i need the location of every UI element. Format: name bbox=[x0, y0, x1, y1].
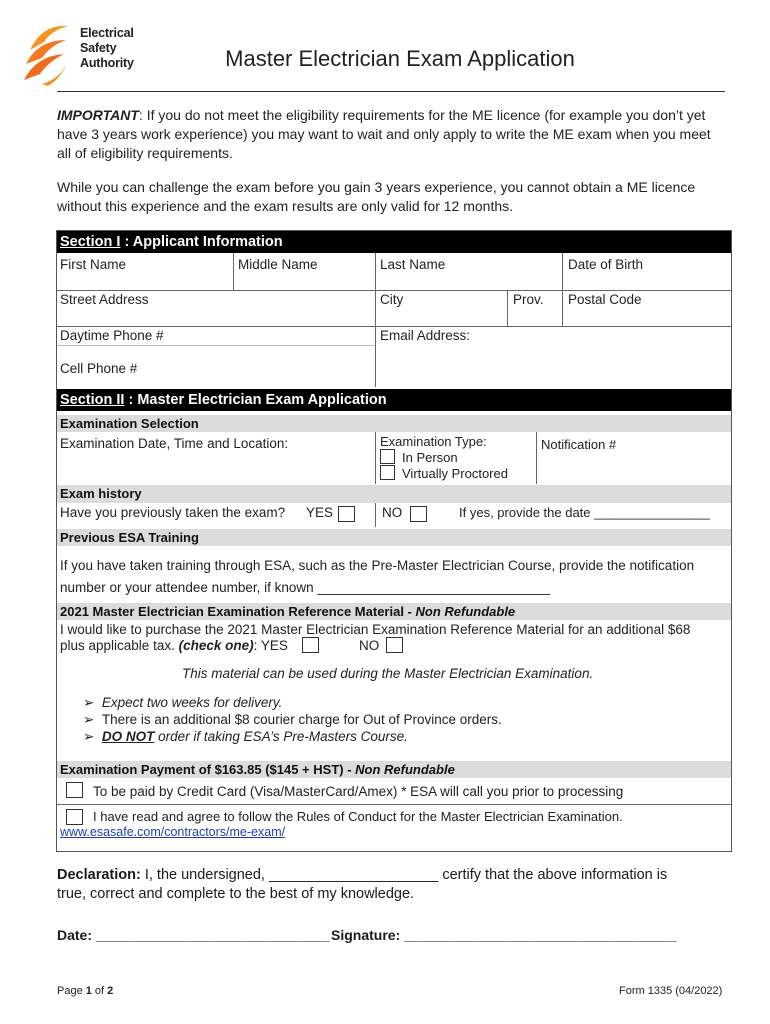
bullet-courier: ➢ There is an additional $8 courier charge for Out of Province orders. bbox=[83, 712, 502, 727]
important-notice: IMPORTANT: If you do not meet the eligibility requirements for the ME licence (for example you don’t yet have 3 years work experience) you may want to wait and only apply to write the ME exam when you meet all of eligibility requirements. bbox=[57, 107, 711, 161]
section-1-header: Section I : Applicant Information bbox=[57, 231, 731, 253]
in-person-label: In Person bbox=[402, 450, 458, 465]
ref-yes-checkbox[interactable] bbox=[302, 637, 319, 653]
city-label: City bbox=[380, 292, 404, 307]
virtual-checkbox[interactable] bbox=[380, 465, 395, 480]
notification-label: Notification # bbox=[541, 437, 617, 452]
middle-name-label: Middle Name bbox=[238, 257, 318, 272]
page-title: Master Electrician Exam Application bbox=[225, 46, 575, 71]
prov-label: Prov. bbox=[513, 292, 544, 307]
rules-link[interactable]: www.esasafe.com/contractors/me-exam/ bbox=[60, 825, 286, 839]
taken-no-checkbox[interactable] bbox=[410, 506, 427, 522]
email-label: Email Address: bbox=[380, 328, 471, 343]
street-label: Street Address bbox=[60, 292, 149, 307]
intro-paragraph: While you can challenge the exam before you gain 3 years experience, you cannot obtain a ME licence without this experience and the exam results are only valid for 12 months. bbox=[57, 179, 696, 214]
section-2-header: Section II : Master Electrician Exam Application bbox=[57, 389, 731, 411]
credit-card-label: To be paid by Credit Card (Visa/MasterCard/Amex) * ESA will call you prior to processing bbox=[93, 784, 624, 799]
ref-italic-note: This material can be used during the Master Electrician Examination. bbox=[182, 666, 594, 681]
first-name-label: First Name bbox=[60, 257, 127, 272]
exam-selection-header: Examination Selection bbox=[57, 415, 731, 432]
bullet-do-not: ➢ DO NOT order if taking ESA’s Pre-Masters Course. bbox=[83, 729, 408, 744]
training-text-1: If you have taken training through ESA, such as the Pre-Master Electrician Course, provide the notification bbox=[60, 558, 695, 573]
ref-text-1: I would like to purchase the 2021 Master Electrician Examination Reference Material for an additional $68 bbox=[60, 622, 691, 637]
agree-label: I have read and agree to follow the Rules of Conduct for the Master Electrician Examination. bbox=[93, 809, 623, 824]
application-form bbox=[56, 230, 732, 852]
training-number-field[interactable]: number or your attendee number, if known _______________________________ bbox=[60, 580, 551, 595]
page-number: Page 1 of 2 bbox=[57, 985, 114, 997]
ref-no-checkbox[interactable] bbox=[386, 637, 403, 653]
taken-no-label: NO bbox=[382, 505, 403, 520]
logo-text: Electrical Safety Authority bbox=[80, 26, 134, 70]
prev-training-header: Previous ESA Training bbox=[57, 529, 731, 546]
agree-checkbox[interactable] bbox=[66, 809, 83, 825]
arrow-bullet-icon: ➢ bbox=[83, 729, 95, 744]
taken-yes-checkbox[interactable] bbox=[338, 506, 355, 522]
postal-label: Postal Code bbox=[568, 292, 642, 307]
bullet-delivery: ➢ Expect two weeks for delivery. bbox=[83, 695, 283, 710]
taken-question: Have you previously taken the exam? bbox=[60, 505, 286, 520]
dob-label: Date of Birth bbox=[568, 257, 644, 272]
last-name-label: Last Name bbox=[380, 257, 446, 272]
form-number: Form 1335 (04/2022) bbox=[619, 985, 723, 997]
declaration: Declaration: I, the undersigned, _____________________ certify that the above information is true, correct and complete to the best of my knowledge. bbox=[57, 867, 668, 902]
ref-no-label: NO bbox=[359, 638, 380, 653]
date-field[interactable]: Date: ______________________________ bbox=[57, 927, 330, 943]
payment-header: Examination Payment of $163.85 ($145 + HST) - Non Refundable bbox=[57, 761, 731, 778]
arrow-bullet-icon: ➢ bbox=[83, 695, 95, 710]
arrow-bullet-icon: ➢ bbox=[83, 712, 95, 727]
signature-field[interactable]: Signature: ___________________________________ bbox=[331, 927, 677, 943]
ref-text-2: plus applicable tax. (check one): YES bbox=[60, 638, 288, 653]
day-phone-label: Daytime Phone # bbox=[60, 328, 164, 343]
title-divider bbox=[57, 91, 725, 92]
exam-history-header: Exam history bbox=[57, 485, 731, 503]
taken-date-field[interactable]: If yes, provide the date ________________ bbox=[459, 505, 710, 520]
exam-date-label: Examination Date, Time and Location: bbox=[60, 436, 289, 451]
ref-material-header: 2021 Master Electrician Examination Reference Material - Non Refundable bbox=[57, 603, 731, 620]
virtual-label: Virtually Proctored bbox=[402, 466, 508, 481]
cell-phone-label: Cell Phone # bbox=[60, 361, 138, 376]
taken-yes-label: YES bbox=[306, 505, 334, 520]
in-person-checkbox[interactable] bbox=[380, 449, 395, 464]
exam-type-label: Examination Type: bbox=[380, 434, 487, 449]
credit-card-checkbox[interactable] bbox=[66, 782, 83, 798]
